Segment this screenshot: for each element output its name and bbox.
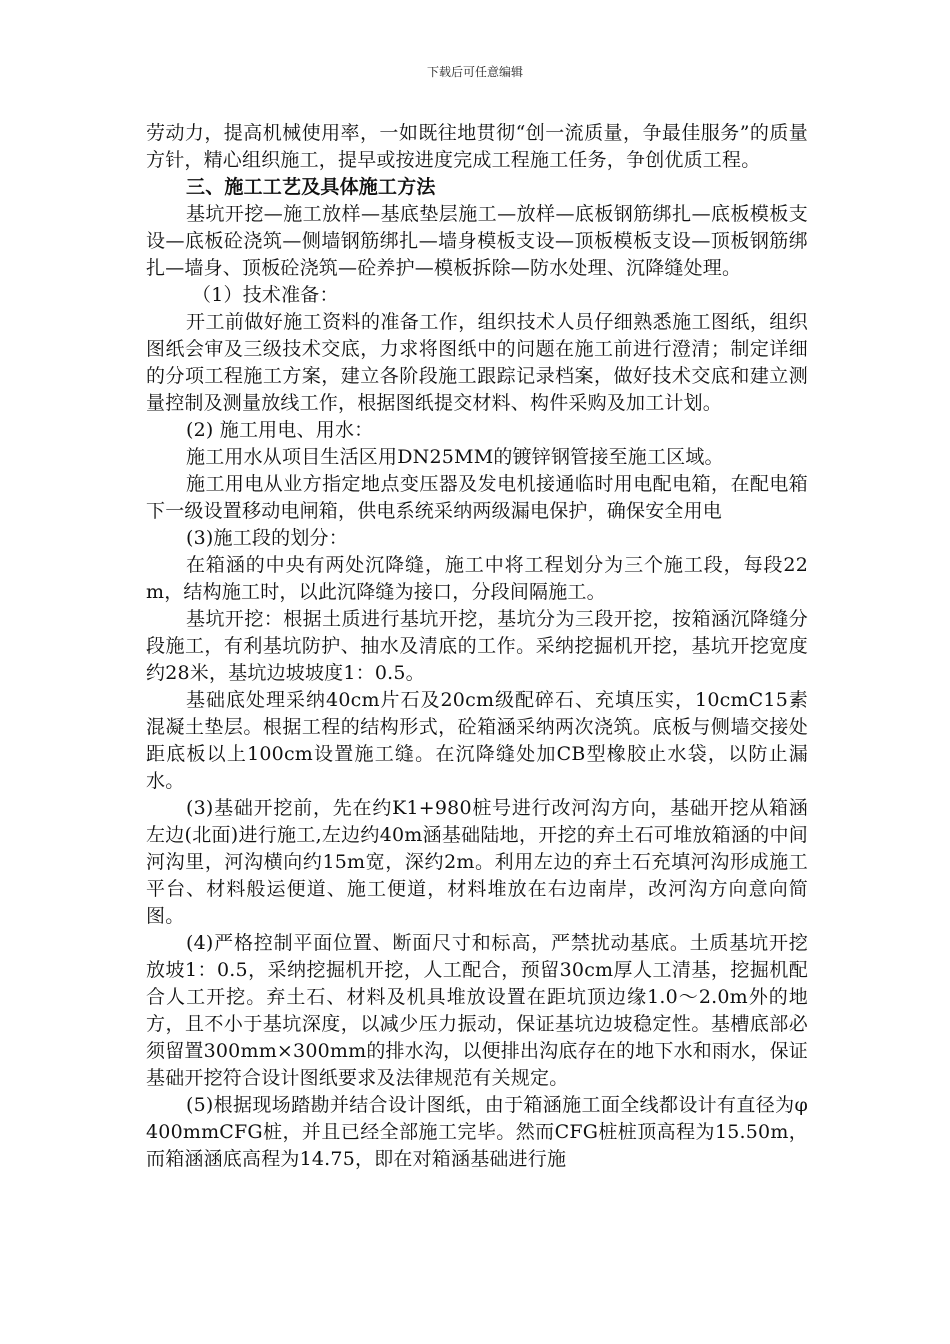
subsection-heading: （1）技术准备：	[192, 284, 339, 306]
paragraph: (4)严格控制平面位置、断面尺寸和标高，严禁扰动基底。土质基坑开挖放坡1：0.5，采纳挖掘机开挖，人工配合，预留30cm厚人工清基，挖掘机配合人工开挖。弃土石、材料及机具堆放设置在距坑顶边缘1.0～2.0m外的地方，且不小于基坑深度，以减少压力振动，保证基坑边坡稳定性。基槽底部必须留置300mm×300mm的排水沟，以便排出沟底存在的地下水和雨水，保证基础开挖符合设计图纸要求及法律规范有关规定。	[146, 932, 808, 1089]
subsection-heading: (2) 施工用电、用水：	[186, 419, 374, 441]
paragraph: 基坑开挖—施工放样—基底垫层施工—放样—底板钢筋绑扎—底板模板支设—底板砼浇筑—侧墙钢筋绑扎—墙身模板支设—顶板模板支设—顶板钢筋绑扎—墙身、顶板砼浇筑—砼养护—模板拆除—防水处理、沉降缝处理。	[146, 203, 808, 279]
paragraph: 施工用电从业方指定地点变压器及发电机接通临时用电配电箱，在配电箱下一级设置移动电闸箱，供电系统采纳两级漏电保护，确保安全用电	[146, 473, 808, 522]
section-heading: 三、施工工艺及具体施工方法	[186, 176, 436, 198]
subsection-heading: (3)施工段的划分：	[186, 527, 348, 549]
paragraph: 劳动力，提高机械使用率，一如既往地贯彻“创一流质量，争最佳服务”的质量方针，精心组织施工，提早或按进度完成工程施工任务，争创优质工程。	[146, 122, 808, 171]
paragraph: 基础底处理采纳40cm片石及20cm级配碎石、充填压实，10cmC15素混凝土垫层。根据工程的结构形式，砼箱涵采纳两次浇筑。底板与侧墙交接处距底板以上100cm设置施工缝。在沉降缝处加CB型橡胶止水袋，以防止漏水。	[146, 689, 808, 792]
paragraph: 施工用水从项目生活区用DN25MM的镀锌钢管接至施工区域。	[186, 446, 724, 468]
paragraph: 开工前做好施工资料的准备工作，组织技术人员仔细熟悉施工图纸，组织图纸会审及三级技术交底，力求将图纸中的问题在施工前进行澄清；制定详细的分项工程施工方案，建立各阶段施工跟踪记录档案，做好技术交底和建立测量控制及测量放线工作，根据图纸提交材料、构件采购及加工计划。	[146, 311, 808, 414]
paragraph: 在箱涵的中央有两处沉降缝，施工中将工程划分为三个施工段，每段22m，结构施工时，以此沉降缝为接口，分段间隔施工。	[146, 554, 808, 603]
paragraph: (5)根据现场踏勘并结合设计图纸，由于箱涵施工面全线都设计有直径为φ400mmCFG桩，并且已经全部施工完毕。然而CFG桩桩顶高程为15.50m，而箱涵涵底高程为14.75，即在对箱涵基础进行施	[146, 1094, 808, 1170]
document-body	[146, 120, 808, 1173]
paragraph: 基坑开挖：根据土质进行基坑开挖，基坑分为三段开挖，按箱涵沉降缝分段施工，有利基坑防护、抽水及清底的工作。采纳挖掘机开挖，基坑开挖宽度约28米，基坑边坡坡度1：0.5。	[146, 608, 808, 684]
page-header-note: 下载后可任意编辑	[426, 65, 523, 79]
paragraph: (3)基础开挖前，先在约K1+980桩号进行改河沟方向，基础开挖从箱涵左边(北面)进行施工,左边约40m涵基础陆地，开挖的弃土石可堆放箱涵的中间河沟里，河沟横向约15m宽，深约2m。利用左边的弃土石充填河沟形成施工平台、材料般运便道、施工便道，材料堆放在右边南岸，改河沟方向意向简图。	[146, 797, 808, 927]
